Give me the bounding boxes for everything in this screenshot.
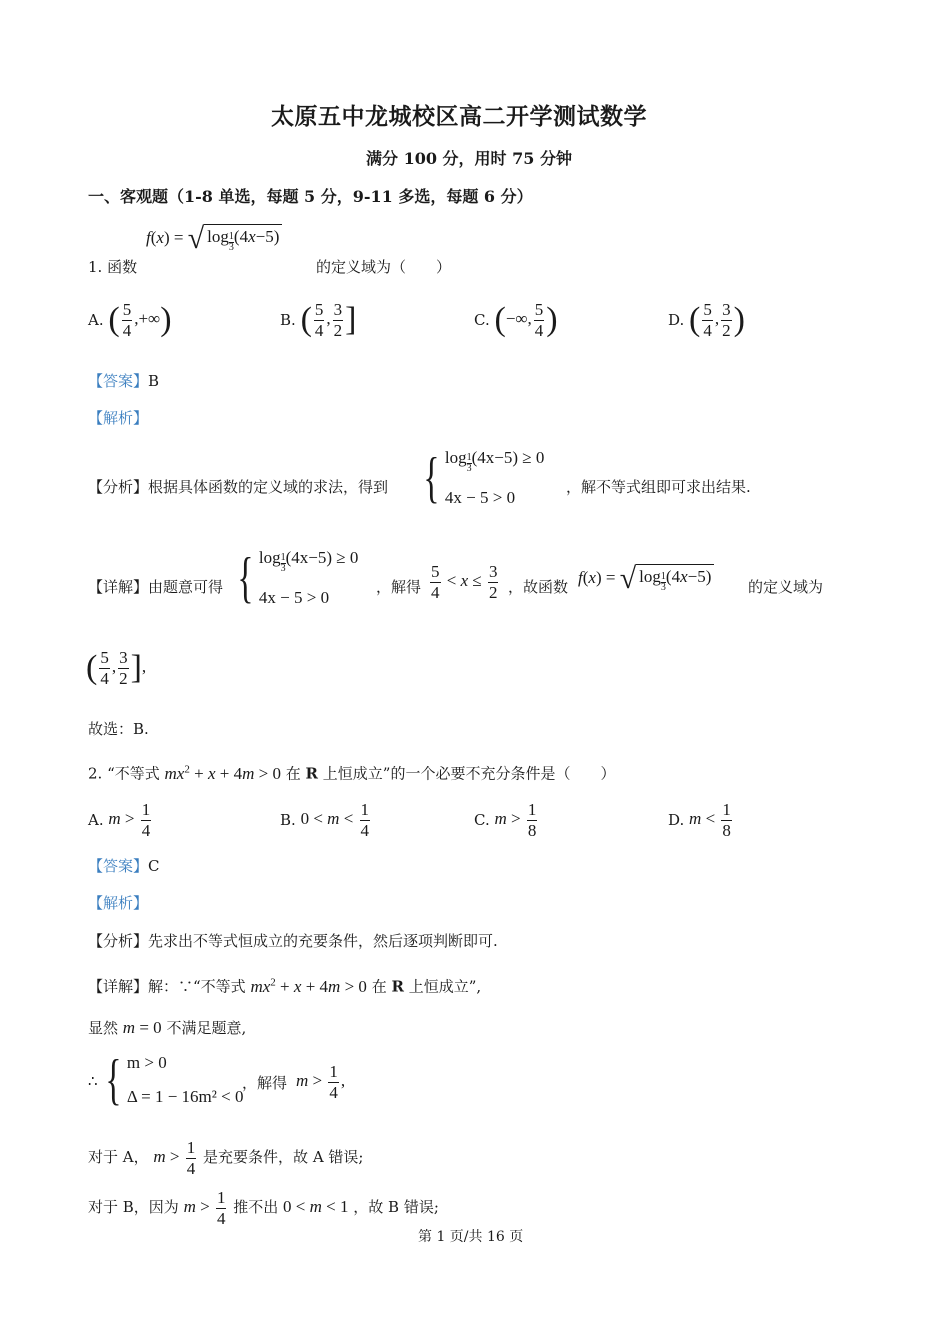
q2-option-a: A. m > $\frac{1}{4}$ <box>88 800 151 840</box>
answer-tag: 【答案】 <box>88 372 149 390</box>
page-footer: 第 1 页/共 16 页 <box>418 1229 524 1245</box>
q1-fenxi-text2: ，解不等式组即可求出结果. <box>566 478 751 496</box>
xiangjie-tag: 【详解】 <box>88 977 149 996</box>
answer-tag: 【答案】 <box>88 857 149 875</box>
q2-stem-mid: 在 <box>285 764 301 783</box>
q2-option-b: B. 0 < m < $\frac{1}{4}$ <box>280 800 370 840</box>
sys-row1: (4x−5) ≥ 0 <box>285 548 359 567</box>
q2-analysis-tag: 【解析】 <box>88 894 149 912</box>
fenxi-text1: 根据具体函数的定义域的求法，得到 <box>148 478 389 496</box>
option-label: B. <box>280 311 296 330</box>
q1-xiangjie-function: f(x) = √ log 1 3(4x−5) <box>578 564 714 594</box>
xianran-a: 显然 <box>88 1019 119 1037</box>
q2-stem-r: R <box>305 764 319 783</box>
dui-b-text2: 推不出 <box>233 1197 279 1216</box>
q1-xiangjie-system: { log 1 3(4x−5) ≥ 0 4x − 5 > 0 <box>237 547 359 609</box>
q1-fenxi-system: { log 1 3(4x−5) ≥ 0 4x − 5 > 0 <box>423 447 545 509</box>
dui-b-text1: 对于 B，因为 <box>88 1197 179 1216</box>
sys-row1: (4x−5) ≥ 0 <box>471 448 545 467</box>
xiangjie-text1: 解：∵“不等式 <box>148 977 246 996</box>
option-label: A. <box>88 811 104 830</box>
frac-num: 3 <box>333 300 343 319</box>
q2-xiangjie-line1: 【详解】解：∵“不等式 $mx^2 + x + 4m > 0$ 在 R 上恒成立”, <box>88 976 482 996</box>
fenxi-text: 先求出不等式恒成立的充要条件，然后逐项判断即可. <box>148 932 498 950</box>
q1-stem-suffix: 的定义域为（ ） <box>316 258 452 276</box>
q2-system: { m > 0 Δ = 1 − 16m² < 0 <box>105 1049 244 1111</box>
frac-den: 2 <box>722 320 731 340</box>
frac-num: 3 <box>722 300 731 319</box>
xianran-b: 不满足题意, <box>166 1019 247 1037</box>
xiangjie-text3: 上恒成立”, <box>408 977 482 996</box>
fenxi-tag: 【分析】 <box>88 932 149 950</box>
q1-option-b: B. ( $\frac{5}{4}$ , $\frac{3}{2}$ ] <box>280 300 357 340</box>
sys-row2: Δ = 1 − 16m² < 0 <box>126 1087 244 1106</box>
sys-row2: 4x − 5 > 0 <box>258 588 330 607</box>
option-label: A. <box>88 311 104 330</box>
answer-value: C <box>148 857 160 875</box>
q1-option-c: C. (−∞, $\frac{5}{4}$ ) <box>474 300 558 340</box>
q1-analysis-tag: 【解析】 <box>88 409 149 427</box>
option-label: D. <box>668 811 685 830</box>
q2-fenxi-text <box>88 932 498 950</box>
option-label: B. <box>280 811 296 830</box>
q2-option-d: D. m < $\frac{1}{8}$ <box>668 800 731 840</box>
dui-a-text2: 是充要条件，故 A 错误; <box>203 1147 364 1166</box>
frac-den: 4 <box>122 320 132 340</box>
q2-option-c: C. m > $\frac{1}{8}$ <box>474 800 537 840</box>
q2-r: R <box>391 977 404 996</box>
q1-xiangjie-inequality: $\frac{5}{4}$ < x ≤ $\frac{3}{2}$ <box>431 562 498 602</box>
xiangjie-text1: 由题意可得 <box>148 578 224 596</box>
q1-xiangjie-text1 <box>88 578 223 596</box>
q1-answer <box>88 372 159 390</box>
q2-jiede-text: ，解得 <box>242 1074 288 1092</box>
q1-function-formula: f(x) = √ log 1 3(4x−5) <box>146 224 282 254</box>
q1-xiangjie-text4: 的定义域为 <box>748 578 824 596</box>
q2-xianran-line: 显然 m = 0 不满足题意, <box>88 1018 247 1037</box>
q2-option-b-analysis: 对于 B，因为 m > $\frac{1}{4}$ 推不出 0 < m < 1 ，故 B 错误; <box>88 1188 439 1228</box>
q1-option-d: D. ( $\frac{5}{4}$ , $\frac{3}{2}$ ) <box>668 300 745 340</box>
option-label: D. <box>668 311 685 330</box>
xiangjie-text2: 在 <box>371 977 387 996</box>
option-rest: ,+∞ <box>134 308 161 328</box>
frac-den: 4 <box>314 320 324 340</box>
q1-xiangjie-text3: ，故函数 <box>508 578 569 596</box>
q1-option-a: A. ( $\frac{5}{4}$ ,+∞) <box>88 300 172 340</box>
sys-row1: m > 0 <box>126 1053 167 1072</box>
frac-num: 5 <box>122 300 132 319</box>
q2-therefore-symbol: ∴ <box>88 1072 98 1090</box>
result-tail: , <box>141 656 147 676</box>
q2-answer <box>88 857 160 875</box>
page-title: 太原五中龙城校区高二开学测试数学 <box>271 103 647 130</box>
page-subtitle: 满分 100 分，用时 75 分钟 <box>366 149 572 168</box>
dui-b-text3: ，故 B 错误; <box>353 1197 439 1216</box>
frac-num: 5 <box>534 300 544 319</box>
q2-jiede-result: m > $\frac{1}{4}$ , <box>296 1062 346 1102</box>
q2-stem-suffix: 上恒成立”的一个必要不充分条件是（ ） <box>322 764 616 783</box>
q2-option-a-analysis: 对于 A， m > $\frac{1}{4}$ 是充要条件，故 A 错误; <box>88 1138 364 1178</box>
q1-xiangjie-text2: ，解得 <box>376 578 422 596</box>
option-label: C. <box>474 811 490 830</box>
frac-den: 4 <box>703 320 712 340</box>
frac-num: 5 <box>314 300 324 319</box>
section-heading: 一、客观题（1-8 单选，每题 5 分，9-11 多选，每题 6 分） <box>88 187 533 206</box>
sys-row2: 4x − 5 > 0 <box>444 488 516 507</box>
q1-result-interval: ( $\frac{5}{4}$ , $\frac{3}{2}$ ], <box>86 648 147 688</box>
option-label: C. <box>474 311 490 330</box>
fenxi-tag: 【分析】 <box>88 478 149 496</box>
q1-fenxi-text <box>88 478 388 496</box>
frac-den: 4 <box>534 320 544 340</box>
q2-stem: 2. “不等式 $mx^2 + x + 4m > 0$ 在 R 上恒成立”的一个必要不充分条件是（ ） <box>88 763 616 783</box>
xiangjie-tag: 【详解】 <box>88 578 149 596</box>
frac-num: 5 <box>703 300 712 319</box>
option-pre: −∞, <box>505 308 532 328</box>
q1-final-choice: 故选：B. <box>88 720 149 738</box>
frac-den: 2 <box>333 320 343 340</box>
comma: , <box>340 1070 346 1090</box>
dui-a-text1: 对于 A， <box>88 1147 149 1166</box>
q2-stem-prefix: 2. “不等式 <box>88 764 160 783</box>
q1-stem-prefix: 1. 函数 <box>88 258 138 276</box>
answer-value: B <box>148 372 160 390</box>
